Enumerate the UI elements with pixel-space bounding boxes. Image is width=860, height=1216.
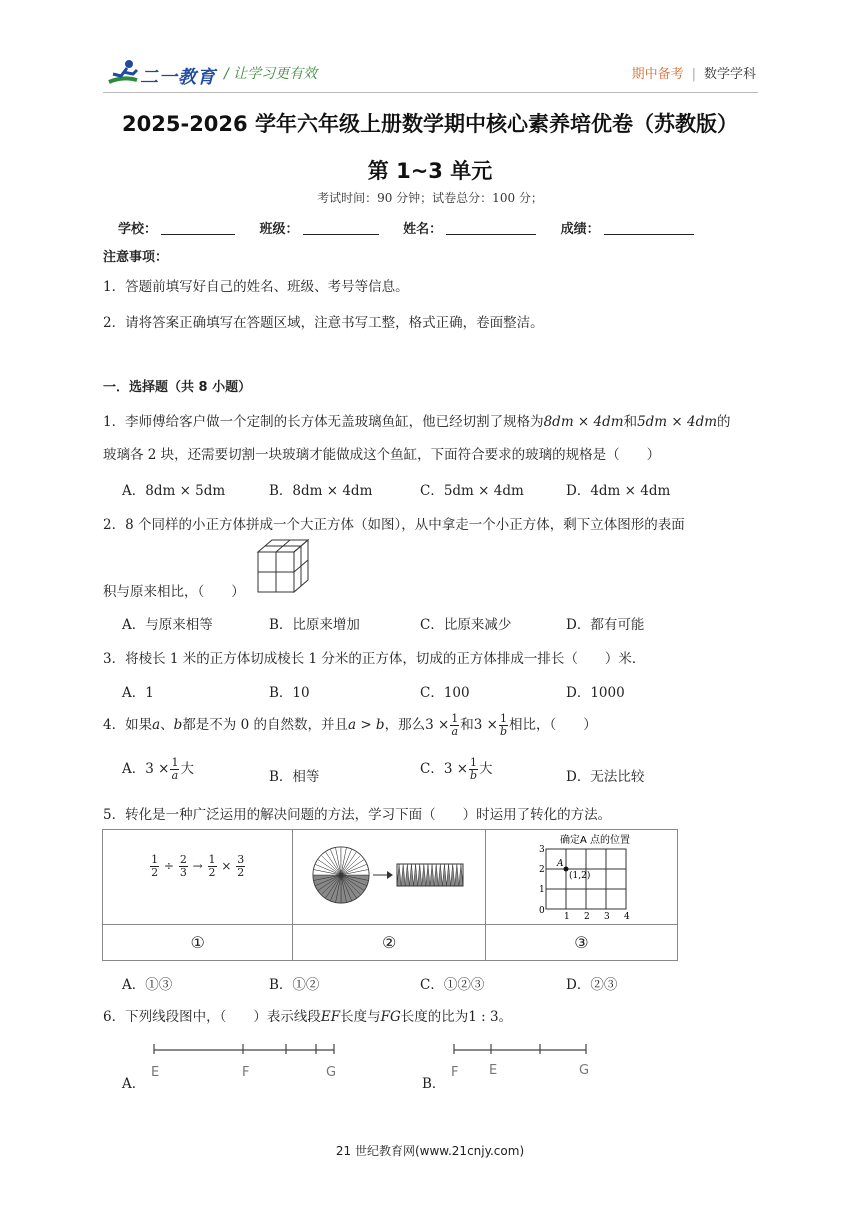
op: ×	[221, 858, 232, 873]
q4-frac-b	[469, 757, 478, 782]
circle-to-rectangle-icon	[309, 842, 469, 908]
field-school[interactable]	[118, 218, 235, 237]
header-divider: |	[691, 67, 696, 82]
segment-label: F	[242, 1065, 250, 1080]
segment-label: E	[151, 1065, 160, 1080]
note-item: 1．答题前填写好自己的姓名、班级、考号等信息。	[103, 279, 409, 295]
q4-frac-a	[450, 713, 459, 738]
strip-sector	[422, 864, 426, 886]
grid-title: 确定A 点的位置	[560, 835, 631, 846]
frac-den: b	[470, 769, 478, 782]
grid-point-a	[564, 867, 569, 872]
grid-x-label: 0	[539, 906, 546, 916]
notes-title: 注意事项：	[103, 250, 169, 265]
segment-label: E	[489, 1063, 498, 1078]
q1-text: 1．李师傅给客户做一个定制的长方体无盖玻璃鱼缸，他已经切割了规格为	[103, 414, 544, 430]
strip-sector	[455, 864, 459, 886]
grid-x-label: 4	[624, 912, 631, 919]
q3-option-d[interactable]: D．1000	[566, 685, 625, 701]
q5-option-a[interactable]: A．①③	[122, 977, 173, 993]
grid-point-label: A	[557, 859, 564, 869]
q1-line2: 玻璃各 2 块，还需要切割一块玻璃才能做成这个鱼缸，下面符合要求的玻璃的规格是（ ）	[103, 447, 661, 463]
q5-line1: 5．转化是一种广泛运用的解决问题的方法，学习下面（ ）时运用了转化的方法。	[103, 807, 612, 823]
q4-text: 、	[160, 717, 174, 733]
frac-den: b	[499, 725, 507, 738]
q1-option-d[interactable]: D．4dm × 4dm	[566, 483, 671, 499]
frac-den: 2	[208, 865, 216, 879]
q4-option-c[interactable]	[420, 757, 493, 782]
q4-expr: 3 ×	[473, 717, 498, 733]
strip-sector	[405, 864, 409, 886]
q4-frac-b	[499, 713, 508, 738]
section-title: 一．选择题（共 8 小题）	[103, 380, 252, 395]
grid-y-label: 1	[539, 885, 546, 895]
frac-den: a	[171, 769, 179, 782]
q5-table	[102, 829, 678, 961]
q5-label: ③	[485, 925, 677, 961]
cube-figure-icon	[256, 538, 310, 596]
q4-var-b: b	[173, 717, 183, 733]
field-class[interactable]	[260, 218, 379, 237]
frac	[208, 854, 217, 879]
page-footer: 21 世纪教育网(www.21cnjy.com)	[335, 1144, 525, 1158]
strip-sector	[430, 864, 434, 886]
q4-expr: 3 ×	[425, 717, 450, 733]
field-score[interactable]	[561, 218, 694, 237]
strip-sector	[418, 864, 422, 886]
frac-num: 2	[179, 852, 187, 866]
frac-num: 1	[208, 852, 216, 866]
q6-fg: FG	[380, 1009, 401, 1025]
frac-num: 1	[451, 712, 459, 725]
q6-line1	[103, 1005, 512, 1025]
q6-text: 6．下列线段图中，（ ）表示线段	[103, 1009, 321, 1025]
field-label: 学校：	[118, 222, 158, 237]
grid-x-label: 3	[604, 912, 611, 919]
q4-expr: 3 ×	[443, 761, 469, 777]
q5-option-c[interactable]: C．①②③	[420, 977, 485, 993]
option-label: C．	[420, 761, 444, 777]
option-tail: 大	[180, 761, 194, 777]
q5-cell-circle	[293, 830, 486, 925]
q4-option-a[interactable]	[122, 757, 194, 782]
header-tag: 期中备考	[631, 67, 684, 82]
q5-cell-division	[103, 830, 293, 925]
q1-option-c[interactable]: C．5dm × 4dm	[420, 483, 524, 499]
q4-text: 和	[460, 717, 474, 733]
frac-num: 1	[171, 756, 179, 769]
field-label: 班级：	[259, 222, 299, 237]
q6-text: 长度与	[340, 1009, 381, 1025]
field-underline[interactable]	[303, 220, 379, 235]
q1-option-a[interactable]: A．8dm × 5dm	[122, 483, 226, 499]
q4-text: 相比，（ ）	[508, 717, 597, 733]
q4-text: ，那么	[384, 717, 426, 733]
frac-num: 1	[151, 852, 159, 866]
page-title: 2025-2026 学年六年级上册数学期中核心素养培优卷（苏教版）	[122, 112, 738, 136]
q6-segment-b	[450, 1040, 595, 1082]
strip-sector	[414, 864, 418, 886]
field-underline[interactable]	[604, 220, 694, 235]
strip-sector	[397, 864, 401, 886]
field-name[interactable]	[403, 218, 536, 237]
strip-sector	[451, 864, 455, 886]
q4-expr: 3 ×	[145, 761, 170, 777]
q5-option-d[interactable]: D．②③	[566, 977, 618, 993]
segment-label: G	[579, 1063, 590, 1078]
strip-sector	[409, 864, 413, 886]
q6-option-a[interactable]: A．	[122, 1076, 146, 1092]
grid-x-label: 2	[584, 912, 591, 919]
q5-label: ②	[293, 925, 486, 961]
q5-option-b[interactable]: B．①②	[269, 977, 320, 993]
frac	[236, 854, 245, 879]
frac-den: a	[451, 725, 459, 738]
coordinate-grid-icon	[516, 831, 646, 919]
q3-option-a[interactable]: A．1	[122, 685, 154, 701]
q5-label: ①	[103, 925, 293, 961]
option-tail: 大	[479, 761, 493, 777]
field-underline[interactable]	[161, 220, 235, 235]
grid-x-label: 1	[564, 912, 571, 919]
header-slogan: / 让学习更有效	[224, 66, 318, 82]
grid-y-label: 2	[539, 865, 546, 875]
q2-option-b[interactable]: B．比原来增加	[269, 617, 360, 633]
q6-text: 。	[498, 1009, 513, 1025]
q1-spec1: 8dm × 4dm	[543, 414, 624, 430]
strip-sector	[401, 864, 405, 886]
segment-label: F	[451, 1065, 459, 1080]
strip-sector	[434, 864, 438, 886]
op: ÷	[163, 858, 174, 873]
q4-condition: a > b	[347, 717, 385, 733]
frac	[150, 854, 159, 879]
q5-division-expr	[104, 854, 291, 879]
q5-cell-grid	[485, 830, 677, 925]
frac-num: 1	[499, 712, 507, 725]
option-label: A．	[122, 761, 146, 777]
q6-ef: EF	[320, 1009, 341, 1025]
q1-line1	[103, 410, 731, 430]
strip-sector	[426, 864, 430, 886]
field-underline[interactable]	[446, 220, 536, 235]
strip-sector	[438, 864, 442, 886]
q2-option-d[interactable]: D．都有可能	[566, 617, 645, 633]
segment-label: G	[326, 1065, 337, 1080]
frac-den: 3	[179, 865, 187, 879]
q1-text: 和	[623, 414, 638, 430]
q4-var-a: a	[152, 717, 161, 733]
header-right	[632, 63, 756, 82]
q2-line2: 积与原来相比，（ ）	[103, 584, 245, 600]
q4-line1	[103, 713, 597, 738]
header-divider-line	[103, 92, 758, 93]
q6-ratio: 1 : 3	[468, 1009, 499, 1025]
q1-spec2: 5dm × 4dm	[637, 414, 718, 430]
q4-text: 都是不为 0 的自然数，并且	[182, 717, 348, 733]
q2-line1: 2．8 个同样的小正方体拼成一个大正方体（如图），从中拿走一个小正方体，剩下立体图形的表面	[103, 517, 685, 533]
header-subject: 数学学科	[703, 67, 756, 82]
student-fields	[118, 218, 714, 237]
field-label: 姓名：	[403, 222, 443, 237]
q3-line1: 3．将棱长 1 米的正方体切成棱长 1 分米的正方体，切成的正方体排成一排长（ ）米．	[103, 651, 646, 667]
frac-num: 3	[237, 852, 245, 866]
page-subtitle: 第 1~3 单元	[367, 159, 493, 183]
field-label: 成绩：	[560, 222, 600, 237]
q4-frac-a	[170, 757, 179, 782]
logo-text: 二一教育	[140, 67, 216, 88]
exam-info: 考试时间：90 分钟；试卷总分：100 分；	[317, 191, 543, 205]
note-item: 2．请将答案正确填写在答题区域，注意书写工整，格式正确，卷面整洁。	[103, 315, 544, 331]
q4-option-b[interactable]: B．相等	[269, 769, 320, 785]
frac-num: 1	[470, 756, 478, 769]
grid-y-label: 3	[539, 845, 546, 855]
q3-option-c[interactable]: C．100	[420, 685, 470, 701]
q4-text: 4．如果	[103, 717, 153, 733]
q2-option-a[interactable]: A．与原来相等	[122, 617, 213, 633]
q6-segment-a	[150, 1040, 340, 1082]
q6-text: 长度的比为	[400, 1009, 469, 1025]
frac-den: 2	[151, 865, 159, 879]
q3-option-b[interactable]: B．10	[269, 685, 310, 701]
strip-sector	[442, 864, 446, 886]
op: →	[192, 858, 203, 873]
grid-point-coord: (1,2)	[569, 871, 591, 881]
strip-sector	[447, 864, 451, 886]
strip-sector	[459, 864, 463, 886]
q4-option-d[interactable]: D．无法比较	[566, 769, 645, 785]
frac	[179, 854, 188, 879]
q2-option-c[interactable]: C．比原来减少	[420, 617, 512, 633]
frac-den: 2	[237, 865, 245, 879]
q1-option-b[interactable]: B．8dm × 4dm	[269, 483, 373, 499]
q6-option-b[interactable]: B．	[422, 1076, 446, 1092]
q1-text: 的	[717, 414, 731, 430]
